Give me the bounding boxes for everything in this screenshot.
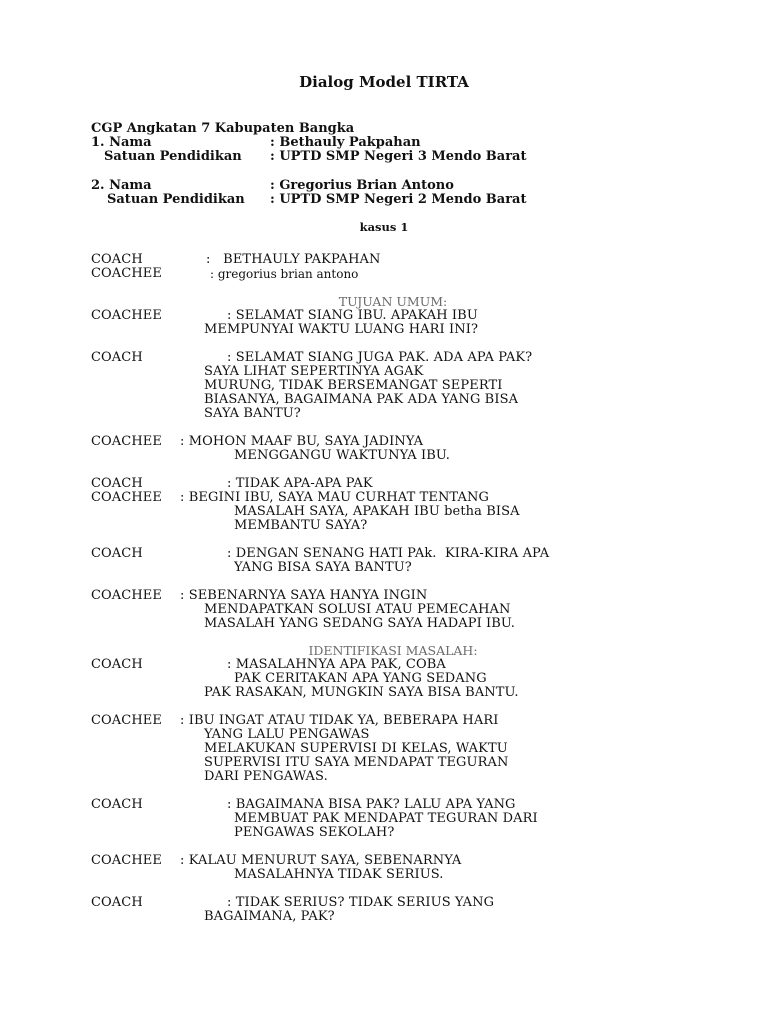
dialog-line: : MASALAHNYA APA PAK, COBA	[227, 657, 446, 672]
dialog-line: : SELAMAT SIANG IBU. APAKAH IBU	[227, 308, 478, 323]
member1-school-label: Satuan Pendidikan	[104, 149, 242, 164]
dialog-line: SAYA BANTU?	[204, 406, 301, 421]
dialog-line: : IBU INGAT ATAU TIDAK YA, BEBERAPA HARI	[180, 713, 499, 728]
dialog-speaker: COACHEE	[91, 434, 162, 449]
dialog-line: PENGAWAS SEKOLAH?	[234, 825, 395, 840]
dialog-line: MURUNG, TIDAK BERSEMANGAT SEPERTI	[204, 378, 503, 393]
dialog-line: PAK RASAKAN, MUNGKIN SAYA BISA BANTU.	[204, 685, 519, 700]
dialog-line: : SEBENARNYA SAYA HANYA INGIN	[180, 588, 428, 603]
dialog-line: SAYA LIHAT SEPERTINYA AGAK	[204, 364, 424, 379]
dialog-line: BIASANYA, BAGAIMANA PAK ADA YANG BISA	[204, 392, 519, 407]
dialog-speaker: COACH	[91, 350, 143, 365]
dialog-line: : BAGAIMANA BISA PAK? LALU APA YANG	[227, 797, 516, 812]
member2-school: : UPTD SMP Negeri 2 Mendo Barat	[270, 192, 527, 207]
dialog-line: YANG BISA SAYA BANTU?	[234, 560, 412, 575]
dialog-line: : KALAU MENURUT SAYA, SEBENARNYA	[180, 853, 462, 868]
member2-name-label: 2. Nama	[91, 178, 152, 193]
section-identifikasi-masalah: IDENTIFIKASI MASALAH:	[308, 643, 478, 658]
dialog-line: SUPERVISI ITU SAYA MENDAPAT TEGURAN	[204, 755, 509, 770]
dialog-line: : MOHON MAAF BU, SAYA JADINYA	[180, 434, 424, 449]
dialog-line: YANG LALU PENGAWAS	[204, 727, 370, 742]
dialog-line: : BEGINI IBU, SAYA MAU CURHAT TENTANG	[180, 490, 489, 505]
coach-role-label: COACH	[91, 252, 143, 267]
dialog-line: MEMBUAT PAK MENDAPAT TEGURAN DARI	[234, 811, 538, 826]
dialog-speaker: COACHEE	[91, 308, 162, 323]
dialog-speaker: COACHEE	[91, 853, 162, 868]
member1-name-label: 1. Nama	[91, 135, 152, 150]
member1-school: : UPTD SMP Negeri 3 Mendo Barat	[270, 149, 527, 164]
dialog-line: : TIDAK APA-APA PAK	[227, 476, 373, 491]
dialog-line: MASALAH SAYA, APAKAH IBU betha BISA	[234, 504, 520, 519]
dialog-speaker: COACH	[91, 895, 143, 910]
dialog-speaker: COACH	[91, 476, 143, 491]
dialog-line: MASALAH YANG SEDANG SAYA HADAPI IBU.	[204, 616, 516, 631]
section-tujuan-umum: TUJUAN UMUM:	[338, 294, 448, 309]
dialog-line: MEMBANTU SAYA?	[234, 518, 368, 533]
member1-name: : Bethauly Pakpahan	[270, 135, 421, 150]
dialog-line: DARI PENGAWAS.	[204, 769, 328, 784]
dialog-line: MELAKUKAN SUPERVISI DI KELAS, WAKTU	[204, 741, 508, 756]
dialog-line: : TIDAK SERIUS? TIDAK SERIUS YANG	[227, 895, 495, 910]
page-title: Dialog Model TIRTA	[299, 73, 469, 91]
dialog-speaker: COACHEE	[91, 490, 162, 505]
dialog-line: MENGGANGU WAKTUNYA IBU.	[234, 448, 450, 463]
dialog-line: MEMPUNYAI WAKTU LUANG HARI INI?	[204, 322, 479, 337]
dialog-line: PAK CERITAKAN APA YANG SEDANG	[234, 671, 487, 686]
dialog-line: : DENGAN SENANG HATI PAk. KIRA-KIRA APA	[227, 546, 550, 561]
case-label: kasus 1	[359, 220, 409, 234]
coach-role-value: : BETHAULY PAKPAHAN	[206, 252, 381, 267]
dialog-line: BAGAIMANA, PAK?	[204, 909, 335, 924]
dialog-line: MENDAPATKAN SOLUSI ATAU PEMECAHAN	[204, 602, 511, 617]
member2-school-label: Satuan Pendidikan	[107, 192, 245, 207]
coachee-role-value: : gregorius brian antono	[210, 267, 359, 281]
dialog-speaker: COACH	[91, 657, 143, 672]
program-heading: CGP Angkatan 7 Kabupaten Bangka	[91, 121, 355, 136]
dialog-speaker: COACH	[91, 797, 143, 812]
dialog-speaker: COACHEE	[91, 588, 162, 603]
dialog-speaker: COACH	[91, 546, 143, 561]
coachee-role-label: COACHEE	[91, 266, 162, 281]
dialog-speaker: COACHEE	[91, 713, 162, 728]
dialog-line: : SELAMAT SIANG JUGA PAK. ADA APA PAK?	[227, 350, 533, 365]
member2-name: : Gregorius Brian Antono	[270, 178, 454, 193]
dialog-line: MASALAHNYA TIDAK SERIUS.	[234, 867, 444, 882]
